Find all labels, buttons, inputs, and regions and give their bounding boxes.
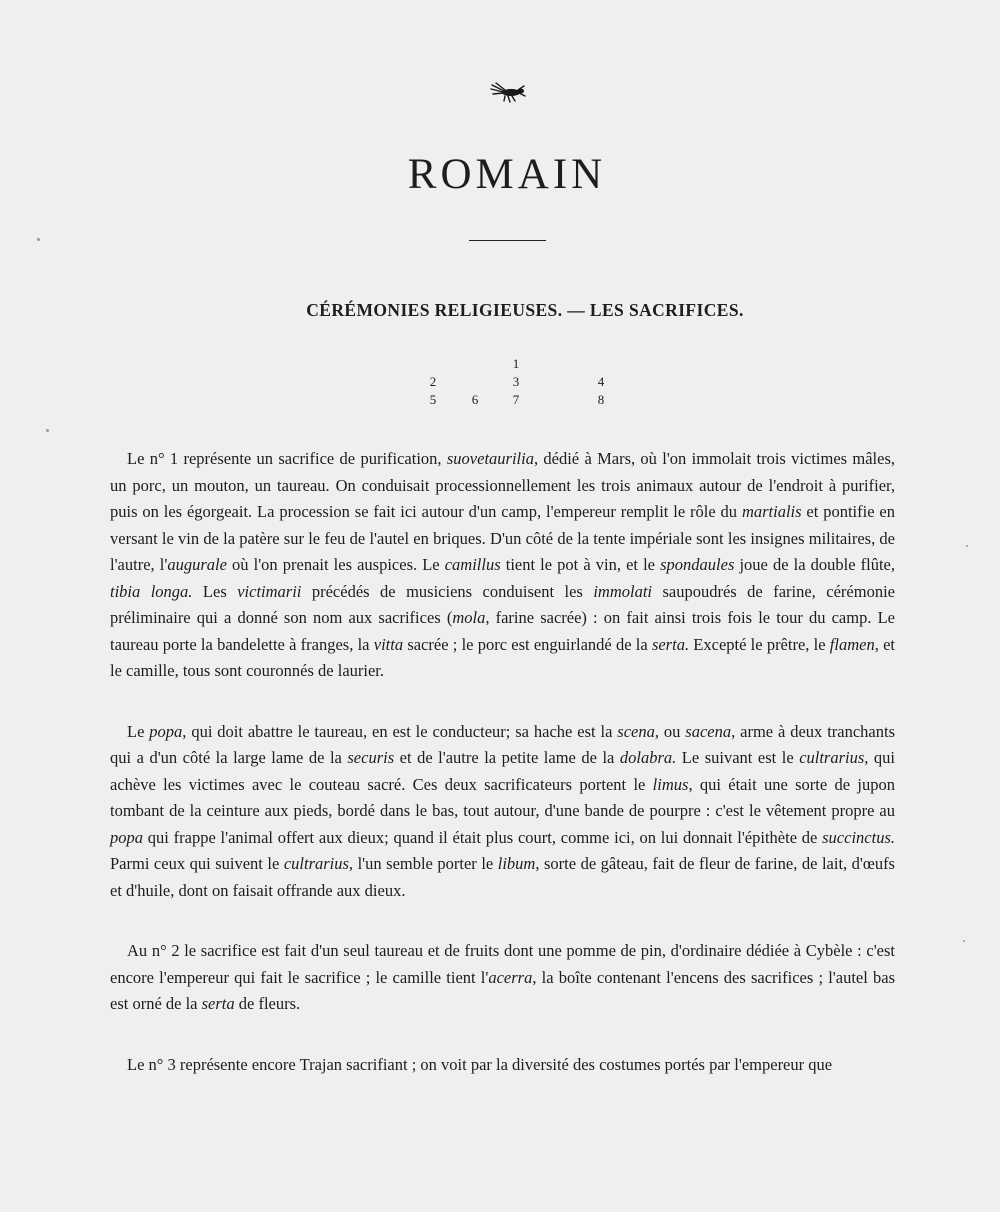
italic-term: acerra bbox=[488, 967, 533, 987]
italic-term: cultrarius bbox=[283, 854, 349, 873]
italic-term: serta bbox=[201, 994, 235, 1013]
figure-number: 3 bbox=[512, 374, 520, 389]
text-run: Le n° 1 représente un sacrifice de purification, bbox=[127, 449, 447, 468]
figure-number: 4 bbox=[597, 374, 605, 389]
italic-term: dolabra. bbox=[619, 748, 677, 767]
text-run: où l'on prenait les auspices. Le bbox=[226, 555, 445, 574]
text-run: , la boîte contenant l'encens des sacrifices ; l'autel bas est orné de la bbox=[110, 967, 895, 1013]
text-run: de fleurs. bbox=[234, 994, 301, 1013]
italic-term: limus bbox=[652, 774, 689, 794]
italic-term: tibia longa. bbox=[110, 581, 193, 601]
figure-number: 8 bbox=[597, 392, 605, 407]
paper-speck bbox=[37, 238, 40, 241]
italic-term: libum bbox=[497, 854, 536, 873]
text-run: , arme à deux tranchants qui a d'un côté la large lame de la bbox=[110, 721, 895, 767]
text-run: , qui achève les victimes avec le couteau sacré. Ces deux sacrificateurs portent le bbox=[110, 748, 896, 794]
text-run: et pontifie en versant le vin de la patère sur le feu de l'autel en briques. D'un côté de la tente impériale sont les insignes militaires, de l'autre, l' bbox=[110, 502, 895, 574]
text-run: , farine sacrée) : on fait ainsi trois fois le tour du camp. Le taureau porte la bandelette à franges, la bbox=[110, 608, 895, 654]
figure-number: 6 bbox=[471, 392, 479, 407]
text-run: Le bbox=[127, 721, 150, 741]
paragraph bbox=[110, 1052, 895, 1079]
text-run: Au n° 2 le sacrifice est fait d'un seul taureau et de fruits dont une pomme de pin, d'ordinaire dédiée à Cybèle : c'est encore l'empereur qui fait le sacrifice ; le camille tient l' bbox=[110, 941, 895, 987]
crayfish-ornament-icon bbox=[488, 78, 528, 106]
italic-term: spondaules bbox=[660, 555, 735, 574]
text-run: qui frappe l'animal offert aux dieux; quand il était plus court, comme ici, on lui donnait l'épithète de bbox=[143, 827, 823, 847]
italic-term: succinctus. bbox=[822, 827, 895, 847]
figure-number: 2 bbox=[429, 374, 437, 389]
italic-term: victimarii bbox=[237, 581, 302, 601]
paragraph bbox=[110, 938, 895, 1018]
figure-number: 5 bbox=[429, 392, 437, 407]
text-run: précédés de musiciens conduisent les bbox=[301, 581, 594, 601]
section-subtitle: CÉRÉMONIES RELIGIEUSES. — LES SACRIFICES. bbox=[306, 300, 744, 320]
italic-term: suovetaurilia bbox=[446, 449, 534, 468]
text-run: tient le pot à vin, et le bbox=[500, 555, 661, 574]
italic-term: securis bbox=[347, 748, 395, 767]
text-run: Le suivant est le bbox=[676, 748, 800, 767]
italic-term: vitta bbox=[373, 634, 404, 654]
italic-term: scena bbox=[617, 721, 655, 741]
figure-number: 7 bbox=[512, 392, 520, 407]
italic-term: martialis bbox=[741, 502, 802, 521]
title-divider bbox=[469, 240, 546, 241]
italic-term: flamen bbox=[829, 634, 875, 654]
italic-term: popa bbox=[110, 827, 143, 847]
text-run: Parmi ceux qui suivent le bbox=[110, 854, 284, 873]
text-run: et de l'autre la petite lame de la bbox=[394, 748, 620, 767]
text-run: saupoudrés de farine, cérémonie préliminaire qui a donné son nom aux sacrifices ( bbox=[110, 581, 895, 627]
text-run: , ou bbox=[654, 721, 686, 741]
paragraph bbox=[110, 719, 895, 905]
paper-speck bbox=[966, 545, 968, 547]
italic-term: mola bbox=[452, 608, 486, 627]
body-text bbox=[110, 446, 895, 1112]
italic-term: camillus bbox=[444, 555, 501, 574]
text-run: sacrée ; le porc est enguirlandé de la bbox=[403, 634, 652, 654]
text-run: , dédié à Mars, où l'on immolait trois victimes mâles, un porc, un mouton, un taureau. On conduisait processionnellement les trois animaux autour de l'endroit à purifier, puis on les égorgeait. La procession se fait ici autour d'un camp, l'empereur remplit le rôle du bbox=[110, 449, 896, 521]
text-run: joue de la double flûte, bbox=[734, 555, 896, 574]
figure-number: 1 bbox=[512, 356, 520, 371]
italic-term: serta. bbox=[651, 634, 690, 654]
italic-term: sacena bbox=[685, 721, 732, 741]
paper-speck bbox=[963, 940, 965, 942]
page-title: ROMAIN bbox=[407, 151, 607, 198]
text-run: Les bbox=[192, 581, 238, 601]
text-run: , sorte de gâteau, fait de fleur de farine, de lait, d'œufs et d'huile, dont on faisait offrande aux dieux. bbox=[110, 854, 895, 900]
italic-term: immolati bbox=[593, 581, 652, 601]
italic-term: augurale bbox=[167, 555, 227, 574]
text-run: , qui était une sorte de jupon tombant de la ceinture aux pieds, bordé dans le bas, tout autour, d'une bande de pourpre : c'est le vêtement propre au bbox=[110, 774, 895, 820]
paper-speck bbox=[46, 429, 49, 432]
italic-term: cultrarius bbox=[799, 748, 865, 767]
text-run: Excepté le prêtre, le bbox=[689, 634, 830, 654]
text-run: Le n° 3 représente encore Trajan sacrifiant ; on voit par la diversité des costumes portés par l'empereur que bbox=[127, 1054, 833, 1074]
text-run: , qui doit abattre le taureau, en est le conducteur; sa hache est la bbox=[182, 721, 618, 741]
italic-term: popa bbox=[149, 721, 183, 741]
text-run: , et le camille, tous sont couronnés de laurier. bbox=[110, 634, 895, 680]
text-run: , l'un semble porter le bbox=[348, 854, 498, 873]
paragraph bbox=[110, 446, 895, 685]
